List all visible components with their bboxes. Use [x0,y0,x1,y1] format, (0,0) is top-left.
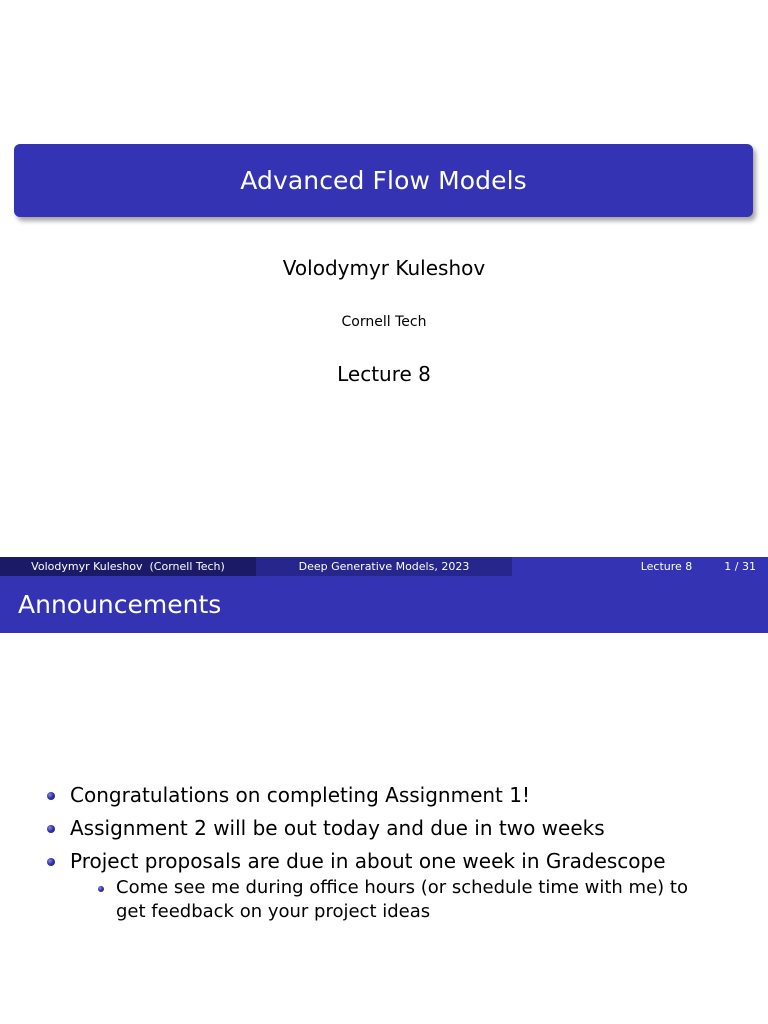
sub-bullet-icon [98,886,104,892]
title-box [14,144,753,217]
lecture-label: Lecture 8 [337,362,431,386]
footer-author-text: Volodymyr Kuleshov (Cornell Tech) [31,560,225,573]
footer-course-text: Deep Generative Models, 2023 [298,560,470,573]
bullet-icon [47,792,55,800]
institute-name: Cornell Tech [341,314,427,330]
bullet-list [0,782,768,924]
bullet-icon [47,858,55,866]
list-item [0,815,768,841]
list-item [0,848,768,874]
slide-footer [0,557,768,576]
list-item-text: Congratulations on completing Assignment 1! [70,783,530,807]
announcements-slide [0,576,768,1024]
footer-course [256,557,512,576]
frame-title: Announcements [18,590,222,619]
list-item-text: Assignment 2 will be out today and due in two weeks [70,816,605,840]
author-name: Volodymyr Kuleshov [282,256,486,280]
list-item [0,782,768,808]
sub-list-item-text: Come see me during office hours (or schedule time with me) to get feedback on your project ideas [116,877,688,922]
footer-lecture-page [512,557,768,576]
footer-lecture-text: Lecture 8 [640,560,693,573]
sub-list-item [0,876,768,924]
footer-page-number: 1 / 31 [724,560,756,573]
footer-author [0,557,256,576]
slide-title: Advanced Flow Models [240,166,527,195]
bullet-icon [47,825,55,833]
frame-header [0,576,768,633]
list-item-text: Project proposals are due in about one week in Gradescope [70,849,666,873]
